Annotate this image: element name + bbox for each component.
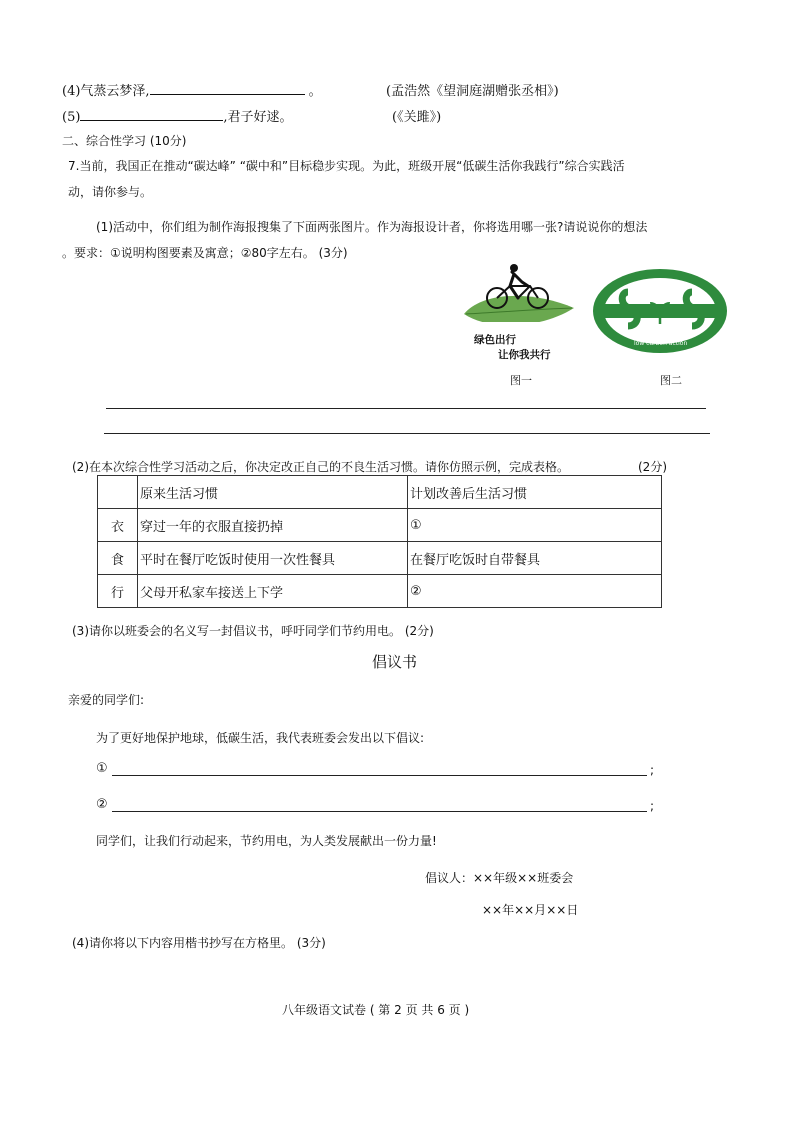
table-header-cell: 原来生活习惯 [138, 476, 408, 509]
letter-title: 倡议书 [372, 653, 418, 671]
letter-greeting: 亲爱的同学们: [68, 693, 145, 707]
q7-intro-line2: 动，请你参与。 [68, 185, 153, 199]
table-cell-category: 衣 [98, 509, 138, 542]
fill-item-4-suffix: 。 [308, 84, 322, 99]
letter-item-1-marker: ① [96, 761, 108, 776]
table-cell-improved[interactable]: ① [408, 509, 662, 542]
q3-prompt: (3)请你以班委会的名义写一封倡议书，呼吁同学们节约用电。 (2分) [72, 624, 434, 638]
figure-2-caption: 图二 [660, 374, 682, 387]
letter-signer: 倡议人：××年级××班委会 [425, 871, 574, 885]
letter-item-2-end: ; [650, 799, 655, 813]
table-row [98, 575, 662, 608]
page-footer: 八年级语文试卷 ( 第 2 页 共 6 页 ) [282, 1003, 470, 1017]
table-cell-original: 父母开私家车接送上下学 [138, 575, 408, 608]
q1-answer-line-1[interactable] [106, 408, 706, 409]
fill-item-5-blank[interactable] [80, 108, 223, 121]
q7-intro-line1: 7.当前，我国正在推动“碳达峰” “碳中和”目标稳步实现。为此，班级开展“低碳生活你我践行”综合实践活 [68, 159, 625, 173]
table-cell-improved: 在餐厅吃饭时自带餐具 [408, 542, 662, 575]
table-row [98, 509, 662, 542]
figure-1-text-line1: 绿色出行 [474, 334, 516, 346]
table-cell-improved[interactable]: ② [408, 575, 662, 608]
letter-date: ××年××月××日 [482, 903, 579, 917]
fill-item-4-prefix: (4)气蒸云梦泽, [62, 84, 150, 99]
letter-opening: 为了更好地保护地球，低碳生活，我代表班委会发出以下倡议: [96, 731, 425, 745]
figure-1 [462, 262, 577, 362]
q4-prompt: (4)请你将以下内容用楷书抄写在方格里。 (3分) [72, 936, 326, 950]
figure-2 [590, 262, 730, 356]
section-2-heading: 二、综合性学习 (10分) [62, 134, 187, 148]
q2-points: (2分) [638, 460, 667, 474]
table-header-cell: 计划改善后生活习惯 [408, 476, 662, 509]
letter-closing: 同学们，让我们行动起来，节约用电，为人类发展献出一份力量! [96, 834, 437, 848]
fill-item-4-blank[interactable] [150, 82, 305, 95]
fill-item-5-source: (《关雎》) [392, 110, 442, 125]
q1-prompt-line1: (1)活动中，你们组为制作海报搜集了下面两张图片。作为海报设计者，你将选用哪一张?请说说你的想法 [96, 220, 648, 234]
table-row [98, 542, 662, 575]
fill-item-5-prefix: (5) [62, 110, 81, 125]
table-cell-category: 行 [98, 575, 138, 608]
figure-2-arc-text: 低碳行動 [642, 262, 670, 270]
habits-table [97, 475, 662, 608]
letter-item-1-line[interactable] [112, 775, 647, 776]
q1-answer-line-2[interactable] [104, 433, 710, 434]
fill-item-5-suffix: ,君子好逑。 [223, 110, 293, 125]
fill-item-4 [62, 80, 322, 99]
figure-1-caption: 图一 [510, 374, 532, 387]
table-cell-original: 穿过一年的衣服直接扔掉 [138, 509, 408, 542]
figure-2-bottom-text: low carbon action [634, 340, 688, 347]
fill-item-5 [62, 106, 293, 125]
table-cell-category: 食 [98, 542, 138, 575]
table-cell-original: 平时在餐厅吃饭时使用一次性餐具 [138, 542, 408, 575]
figure-1-text-line2: 让你我共行 [498, 349, 551, 361]
letter-item-2-marker: ② [96, 797, 108, 812]
table-header-cell [98, 476, 138, 509]
letter-item-1-end: ; [650, 763, 655, 777]
q1-prompt-line2: 。要求：①说明构图要素及寓意；②80字左右。 (3分) [62, 246, 348, 260]
cyclist-leaf-icon [462, 262, 577, 322]
q2-prompt: (2)在本次综合性学习活动之后，你决定改正自己的不良生活习惯。请你仿照示例，完成表格。 [72, 460, 570, 474]
table-header-row [98, 476, 662, 509]
fill-item-4-source: (孟浩然《望洞庭湖赠张丞相》) [386, 84, 559, 99]
letter-item-2-line[interactable] [112, 811, 647, 812]
